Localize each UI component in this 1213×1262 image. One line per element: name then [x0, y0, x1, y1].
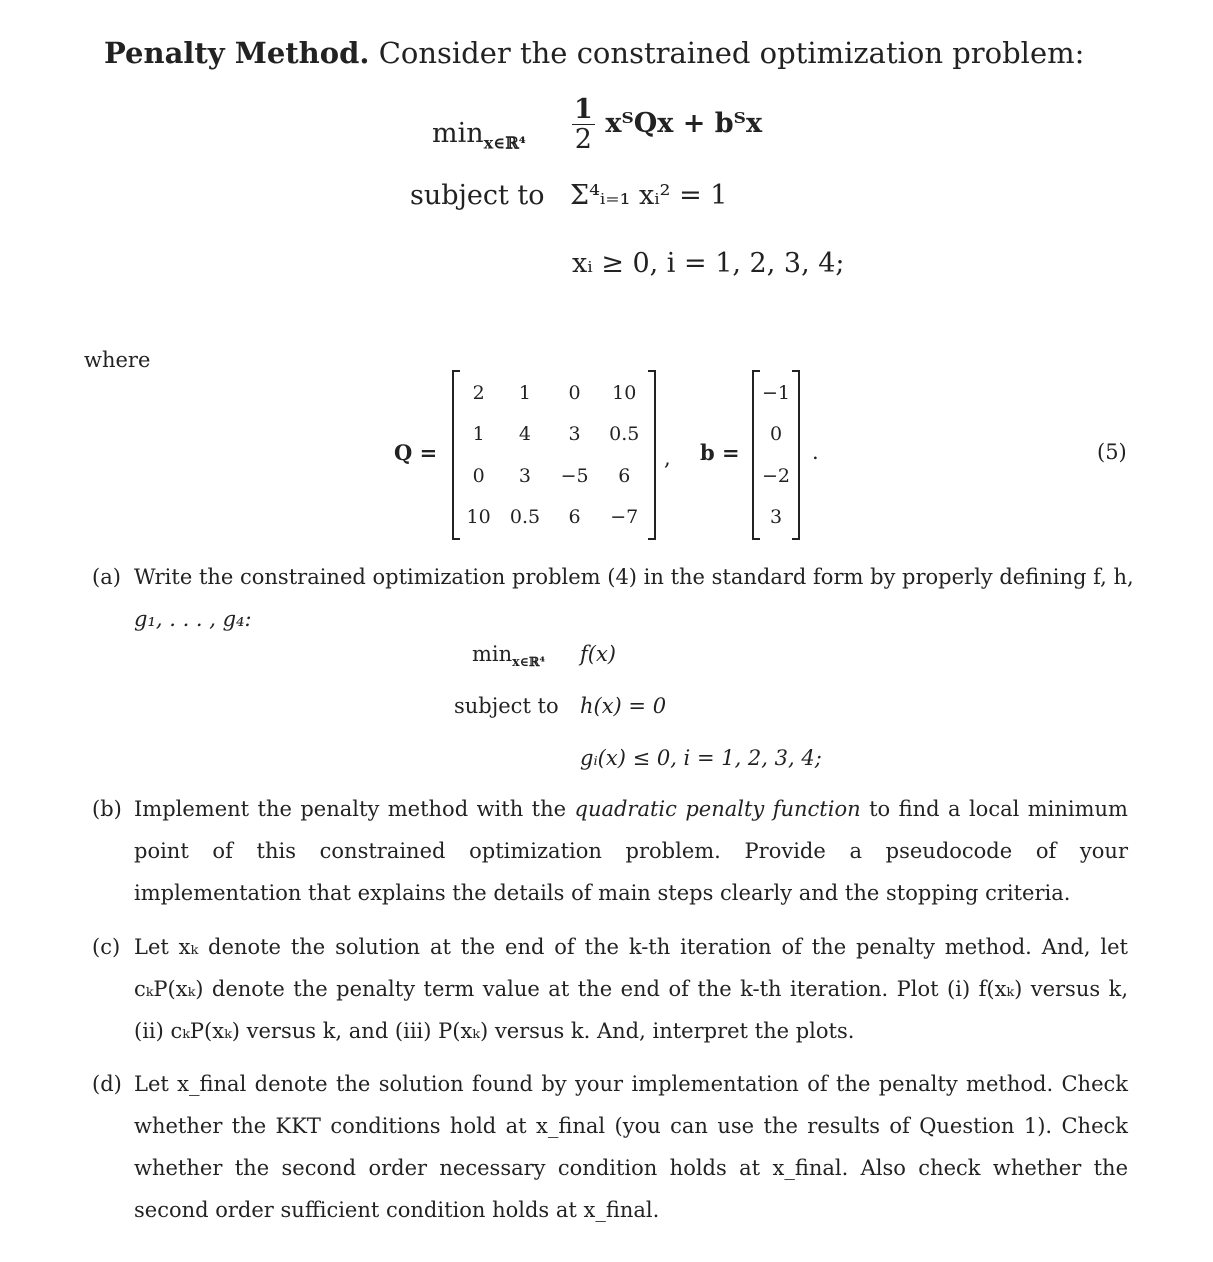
q-cell: 0: [568, 381, 581, 404]
b-row: [758, 455, 794, 497]
q-cell: 0.5: [609, 423, 640, 446]
part-a: [92, 556, 1132, 640]
q-cell: 6: [618, 464, 631, 487]
b-vector: [752, 370, 800, 540]
b-row: [758, 414, 794, 456]
std-equality-constraint: h(x) = 0: [580, 694, 667, 718]
problem-title: [104, 36, 1084, 70]
subject-to-label: subject to: [410, 180, 545, 211]
part-b-text: Implement the penalty method with the quadratic penalty function to find a local minimum point of this constrained optimization problem. Provide a pseudocode of your implementation that explains the details of main steps clearly and the stopping criteria.: [134, 797, 1128, 905]
q-matrix: [452, 370, 656, 540]
sum-constraint: Σ⁴ᵢ₌₁ xᵢ² = 1: [570, 180, 728, 211]
matrix-comma: ,: [664, 446, 671, 470]
matrix-period: .: [812, 440, 819, 464]
equation-number: (5): [1097, 440, 1127, 464]
q-cell: 1: [518, 381, 532, 404]
nonnegativity-constraint: xᵢ ≥ 0, i = 1, 2, 3, 4;: [572, 248, 845, 279]
title-rest: Consider the constrained optimization problem:: [378, 36, 1085, 70]
std-subject-to: subject to: [454, 694, 559, 718]
q-matrix-table: [458, 372, 650, 538]
q-label: Q =: [394, 440, 438, 465]
std-inequality-constraint: gᵢ(x) ≤ 0, i = 1, 2, 3, 4;: [580, 746, 822, 770]
q-cell: 2: [472, 381, 485, 404]
q-cell: 3: [568, 423, 581, 446]
q-cell: 10: [466, 506, 491, 529]
objective-function: $\frac{1}{2}$ xᵀQx + bᵀx: [574, 94, 763, 155]
q-cell: 10: [612, 381, 637, 404]
part-c-label: (c): [92, 935, 121, 959]
one-half-fraction: $\frac{1}{2}$: [574, 94, 593, 155]
b-cell: 0: [769, 423, 783, 446]
where-label: where: [84, 348, 151, 372]
q-row: [458, 497, 650, 539]
q-row: [458, 455, 650, 497]
std-objective: f(x): [580, 642, 617, 666]
q-row: [458, 372, 650, 414]
part-c-text: Let xₖ denote the solution at the end of the k-th iteration of the penalty method. And, let cₖP(xₖ) denote the penalty term value at the end of the k-th iteration. Plot (i) f(xₖ) versus k, (ii) cₖP(xₖ) versus k, and (iii) P(xₖ) versus k. And, interpret the plots.: [134, 935, 1128, 1043]
b-row: [758, 372, 794, 414]
q-cell: 0: [472, 464, 485, 487]
part-a-text-line2: g₁, . . . , g₄:: [134, 607, 252, 631]
b-cell: −1: [761, 381, 790, 404]
part-d-label: (d): [92, 1072, 122, 1096]
b-cell: 3: [769, 506, 783, 529]
b-cell: −2: [761, 464, 790, 487]
part-c: [92, 926, 1132, 1056]
min-operator: $\min_{x\in ℝ^4}$: [432, 118, 526, 153]
b-row: [758, 497, 794, 539]
part-d: [92, 1063, 1132, 1235]
q-cell: −5: [560, 464, 589, 487]
b-vector-table: [758, 372, 794, 538]
part-d-text: Let x_final denote the solution found by your implementation of the penalty method. Check whether the KKT conditions hold at x_final (you can use the results of Question 1). Check whether the second order necessary condition holds at x_final. Also check whether the second order sufficient condition holds at x_final.: [134, 1072, 1128, 1222]
part-b: [92, 788, 1132, 918]
q-cell: 0.5: [509, 506, 541, 529]
q-row: [458, 414, 650, 456]
q-cell: 6: [568, 506, 581, 529]
part-a-text-line1: Write the constrained optimization problem (4) in the standard form by properly defining f, h,: [134, 565, 1134, 589]
q-cell: 3: [518, 464, 532, 487]
b-label: b =: [700, 440, 740, 465]
q-cell: −7: [610, 506, 639, 529]
part-a-label: (a): [92, 565, 121, 589]
title-lead: Penalty Method.: [104, 36, 370, 70]
quadratic-penalty-emphasis: quadratic penalty function: [574, 797, 861, 821]
q-cell: 1: [472, 423, 485, 446]
part-b-label: (b): [92, 797, 122, 821]
std-min-operator: $\min_{x\in ℝ^4}$: [472, 642, 545, 670]
q-cell: 4: [518, 423, 532, 446]
